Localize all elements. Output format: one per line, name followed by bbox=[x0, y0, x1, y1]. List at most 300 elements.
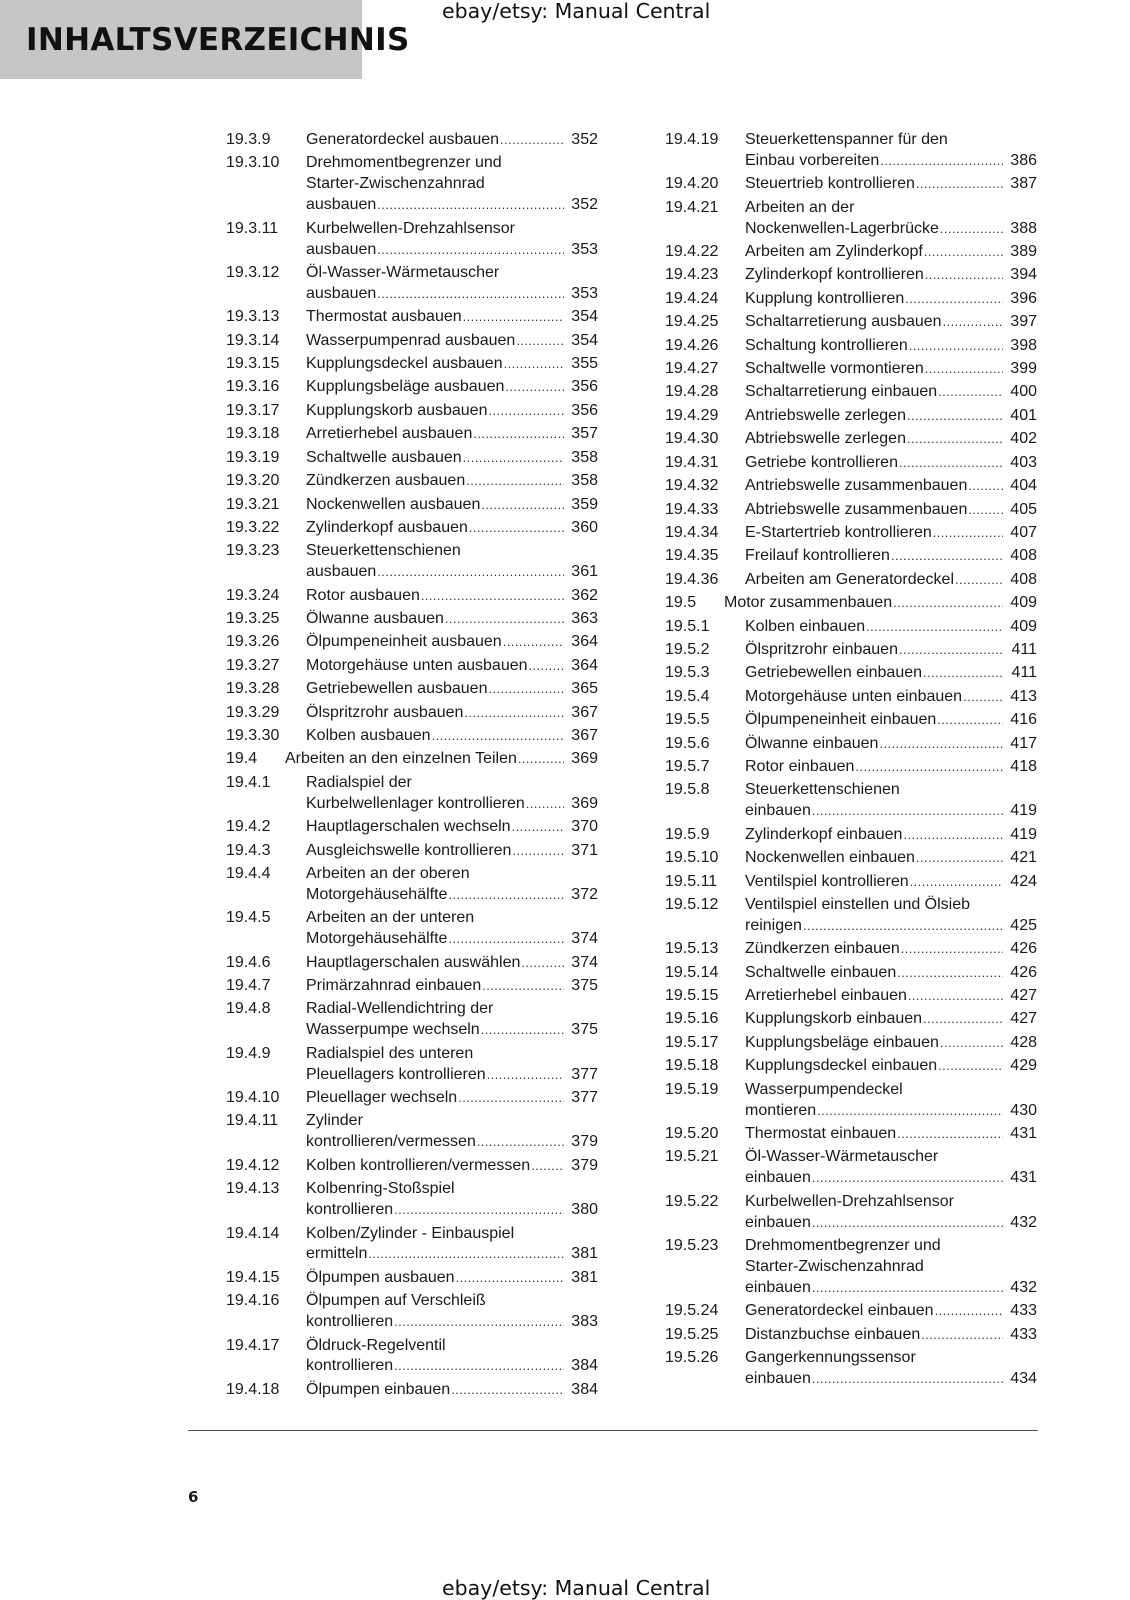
dot-leader bbox=[933, 523, 1003, 544]
title-last-line bbox=[306, 586, 598, 607]
page-ref[interactable]: 369 bbox=[571, 750, 598, 768]
toc-entry[interactable] bbox=[665, 986, 1037, 1009]
page-ref[interactable]: 361 bbox=[571, 563, 598, 581]
page-ref[interactable]: 381 bbox=[571, 1268, 598, 1286]
section-number: 19.5.4 bbox=[665, 687, 710, 705]
dot-leader bbox=[891, 546, 1003, 567]
section-number: 19.5.24 bbox=[665, 1302, 719, 1320]
page-ref[interactable]: 367 bbox=[571, 703, 598, 721]
toc-entry[interactable] bbox=[226, 632, 598, 655]
page-ref[interactable]: 354 bbox=[571, 331, 598, 349]
title-line: Kupplungsbeläge einbauen bbox=[745, 1033, 939, 1051]
toc-entry[interactable] bbox=[226, 1088, 598, 1111]
page-ref[interactable]: 432 bbox=[1010, 1278, 1037, 1296]
dot-leader bbox=[458, 1088, 564, 1109]
title-last-line bbox=[745, 1056, 1037, 1077]
toc-entry[interactable] bbox=[665, 1009, 1037, 1032]
title-line: Kupplungsdeckel ausbauen bbox=[306, 355, 503, 373]
toc-entry[interactable] bbox=[226, 703, 598, 726]
toc-entry[interactable] bbox=[665, 453, 1037, 476]
page-ref[interactable]: 404 bbox=[1010, 477, 1037, 495]
title-line: Ölspritzrohr einbauen bbox=[745, 640, 898, 658]
section-number: 19.4.27 bbox=[665, 360, 719, 378]
page-ref[interactable]: 362 bbox=[571, 586, 598, 604]
page-ref[interactable]: 424 bbox=[1010, 872, 1037, 890]
toc-entry[interactable] bbox=[226, 471, 598, 494]
toc-entry[interactable] bbox=[665, 1325, 1037, 1348]
section-number: 19.5.7 bbox=[665, 757, 710, 775]
page-ref[interactable]: 430 bbox=[1010, 1101, 1037, 1119]
page-ref[interactable]: 429 bbox=[1010, 1057, 1037, 1075]
title-line: Motor zusammenbauen bbox=[724, 594, 893, 612]
dot-leader bbox=[897, 963, 1003, 984]
page-ref[interactable]: 394 bbox=[1010, 266, 1037, 284]
section-number: 19.5.6 bbox=[665, 734, 710, 752]
title-line: Rotor einbauen bbox=[745, 757, 855, 775]
title-line: Nockenwellen ausbauen bbox=[306, 495, 481, 513]
page-ref[interactable]: 384 bbox=[571, 1357, 598, 1375]
page-ref[interactable]: 396 bbox=[1010, 289, 1037, 307]
toc-entry[interactable] bbox=[226, 773, 598, 817]
page-ref[interactable]: 353 bbox=[571, 240, 598, 258]
title-last-line bbox=[306, 841, 598, 862]
toc-entry[interactable] bbox=[226, 1156, 598, 1179]
toc-entry[interactable] bbox=[665, 546, 1037, 569]
dot-leader bbox=[377, 195, 564, 216]
page-ref[interactable]: 419 bbox=[1010, 802, 1037, 820]
entry-title bbox=[745, 336, 1037, 357]
title-last-line bbox=[745, 1213, 1037, 1234]
entry-title bbox=[306, 1179, 598, 1221]
toc-entry[interactable] bbox=[226, 586, 598, 609]
page-ref[interactable]: 400 bbox=[1010, 383, 1037, 401]
page-ref[interactable]: 358 bbox=[571, 448, 598, 466]
page-ref[interactable]: 418 bbox=[1010, 757, 1037, 775]
toc-entry[interactable] bbox=[665, 757, 1037, 780]
page-ref[interactable]: 387 bbox=[1010, 175, 1037, 193]
toc-entry[interactable] bbox=[226, 1268, 598, 1291]
entry-title bbox=[306, 219, 598, 261]
title-last-line bbox=[745, 476, 1037, 497]
entry-title bbox=[745, 174, 1037, 195]
toc-entry[interactable] bbox=[226, 656, 598, 679]
dot-leader bbox=[901, 939, 1003, 960]
page-ref[interactable]: 416 bbox=[1010, 711, 1037, 729]
page-ref[interactable]: 367 bbox=[571, 727, 598, 745]
page-ref[interactable]: 377 bbox=[571, 1089, 598, 1107]
toc-entry[interactable] bbox=[226, 817, 598, 840]
title-last-line bbox=[306, 401, 598, 422]
toc-entry[interactable] bbox=[226, 1380, 598, 1403]
toc-entry[interactable] bbox=[665, 130, 1037, 174]
toc-entry[interactable] bbox=[226, 609, 598, 632]
title-line: Kolbenring-Stoßspiel bbox=[306, 1180, 455, 1198]
toc-entry[interactable] bbox=[226, 307, 598, 330]
dot-leader bbox=[938, 1056, 1003, 1077]
title-line: Ölwanne ausbauen bbox=[306, 610, 444, 628]
title-last-line bbox=[306, 1020, 598, 1041]
page-ref[interactable]: 374 bbox=[571, 953, 598, 971]
section-number: 19.4.17 bbox=[226, 1336, 280, 1354]
entry-title bbox=[306, 632, 598, 653]
section-number: 19.5.17 bbox=[665, 1033, 719, 1051]
dot-leader bbox=[481, 1020, 564, 1041]
page-ref[interactable]: 433 bbox=[1010, 1302, 1037, 1320]
toc-entry[interactable] bbox=[226, 999, 598, 1043]
section-number: 19.5.13 bbox=[665, 940, 719, 958]
dot-leader bbox=[817, 1101, 1003, 1122]
section-number: 19.4.30 bbox=[665, 430, 719, 448]
page-ref[interactable]: 364 bbox=[571, 633, 598, 651]
section-number: 19.4.32 bbox=[665, 477, 719, 495]
title-last-line bbox=[306, 518, 598, 539]
dot-leader bbox=[812, 1278, 1003, 1299]
dot-leader bbox=[812, 1168, 1003, 1189]
section-number: 19.3.27 bbox=[226, 656, 280, 674]
entry-title bbox=[745, 963, 1037, 984]
page-ref[interactable]: 432 bbox=[1010, 1213, 1037, 1231]
title-line: Steuerkettenschienen bbox=[745, 781, 900, 799]
toc-entry[interactable] bbox=[665, 312, 1037, 335]
page-ref[interactable]: 409 bbox=[1010, 617, 1037, 635]
toc-entry[interactable] bbox=[665, 687, 1037, 710]
page-ref[interactable]: 417 bbox=[1010, 734, 1037, 752]
dot-leader bbox=[432, 726, 564, 747]
page-ref[interactable]: 353 bbox=[571, 284, 598, 302]
section-number: 19.5.3 bbox=[665, 664, 710, 682]
dot-leader bbox=[377, 240, 564, 261]
section-number: 19.5.8 bbox=[665, 781, 710, 799]
toc-entry[interactable] bbox=[226, 518, 598, 541]
entry-title bbox=[745, 780, 1037, 822]
title-last-line bbox=[745, 1101, 1037, 1122]
title-line: Kupplungskorb ausbauen bbox=[306, 401, 488, 419]
entry-title bbox=[745, 570, 1037, 591]
title-last-line bbox=[745, 825, 1037, 846]
title-last-line bbox=[306, 679, 598, 700]
page-ref[interactable]: 408 bbox=[1010, 570, 1037, 588]
toc-entry[interactable] bbox=[665, 1033, 1037, 1056]
toc-entry[interactable] bbox=[226, 908, 598, 952]
title-line: Motorgehäusehälfte bbox=[306, 885, 448, 903]
toc-entry[interactable] bbox=[226, 401, 598, 424]
section-number: 19.3.29 bbox=[226, 703, 280, 721]
entry-title bbox=[745, 359, 1037, 380]
title-last-line bbox=[745, 757, 1037, 778]
page-ref[interactable]: 356 bbox=[571, 401, 598, 419]
toc-entry[interactable] bbox=[665, 872, 1037, 895]
toc-entry[interactable] bbox=[226, 219, 598, 263]
section-number: 19.5.1 bbox=[665, 617, 710, 635]
page-ref[interactable]: 386 bbox=[1010, 151, 1037, 169]
toc-entry[interactable] bbox=[665, 570, 1037, 593]
page-ref[interactable]: 352 bbox=[571, 196, 598, 214]
toc-entry[interactable] bbox=[226, 841, 598, 864]
entry-title bbox=[306, 586, 598, 607]
toc-entry[interactable] bbox=[665, 500, 1037, 523]
page-ref[interactable]: 405 bbox=[1010, 500, 1037, 518]
section-number: 19.5.5 bbox=[665, 711, 710, 729]
toc-entry[interactable] bbox=[665, 1080, 1037, 1124]
page-ref[interactable]: 428 bbox=[1010, 1033, 1037, 1051]
title-line: einbauen bbox=[745, 1213, 811, 1231]
toc-entry[interactable] bbox=[665, 1301, 1037, 1324]
page-ref[interactable]: 356 bbox=[571, 378, 598, 396]
title-line: Antriebswelle zerlegen bbox=[745, 406, 906, 424]
page-ref[interactable]: 434 bbox=[1010, 1369, 1037, 1387]
entry-title bbox=[745, 640, 1037, 661]
title-line: Kolben/Zylinder - Einbauspiel bbox=[306, 1224, 515, 1242]
toc-entry[interactable] bbox=[665, 939, 1037, 962]
toc-entry[interactable] bbox=[226, 331, 598, 354]
page-ref[interactable]: 409 bbox=[1010, 594, 1037, 612]
page-ref[interactable]: 380 bbox=[571, 1201, 598, 1219]
toc-entry[interactable] bbox=[665, 825, 1037, 848]
page-ref[interactable]: 381 bbox=[571, 1245, 598, 1263]
page-ref[interactable]: 433 bbox=[1010, 1325, 1037, 1343]
entry-title bbox=[745, 687, 1037, 708]
toc-entry[interactable] bbox=[665, 1348, 1037, 1392]
section-number: 19.4.33 bbox=[665, 500, 719, 518]
entry-title bbox=[745, 1009, 1037, 1030]
page-ref[interactable]: 431 bbox=[1010, 1169, 1037, 1187]
toc-entry[interactable] bbox=[226, 976, 598, 999]
page-ref[interactable]: 363 bbox=[571, 610, 598, 628]
section-number: 19.3.17 bbox=[226, 401, 280, 419]
page-ref[interactable]: 352 bbox=[571, 131, 598, 148]
page-ref[interactable]: 369 bbox=[571, 794, 598, 812]
toc-entry[interactable] bbox=[226, 377, 598, 400]
title-last-line bbox=[306, 1065, 598, 1086]
toc-entry[interactable] bbox=[665, 336, 1037, 359]
title-line: Zylinderkopf einbauen bbox=[745, 825, 903, 843]
page-ref[interactable]: 421 bbox=[1010, 849, 1037, 867]
toc-entry[interactable] bbox=[226, 424, 598, 447]
page-ref[interactable]: 374 bbox=[571, 930, 598, 948]
toc-entry[interactable] bbox=[226, 263, 598, 307]
section-number: 19.5.2 bbox=[665, 640, 710, 658]
toc-entry[interactable] bbox=[226, 726, 598, 749]
page-ref[interactable]: 426 bbox=[1010, 940, 1037, 958]
page-ref[interactable]: 358 bbox=[571, 472, 598, 490]
toc-entry[interactable] bbox=[226, 1291, 598, 1335]
toc-entry[interactable] bbox=[665, 1056, 1037, 1079]
section-number: 19.3.14 bbox=[226, 331, 280, 349]
title-line: Zylinderkopf ausbauen bbox=[306, 518, 468, 536]
entry-title bbox=[745, 1080, 1037, 1122]
entry-title bbox=[745, 1236, 1037, 1299]
entry-title bbox=[306, 130, 598, 151]
title-line: ausbauen bbox=[306, 563, 377, 581]
page-ref[interactable]: 411 bbox=[1011, 664, 1037, 682]
title-line: Öldruck-Regelventil bbox=[306, 1336, 446, 1354]
title-last-line bbox=[745, 453, 1037, 474]
toc-entry[interactable] bbox=[665, 359, 1037, 382]
toc-entry[interactable] bbox=[665, 710, 1037, 733]
section-number: 19.3.26 bbox=[226, 633, 280, 651]
title-line: Arbeiten an der unteren bbox=[306, 909, 475, 927]
dot-leader bbox=[903, 825, 1003, 846]
title-last-line bbox=[745, 986, 1037, 1007]
page-ref[interactable]: 375 bbox=[571, 977, 598, 995]
page-ref[interactable]: 355 bbox=[571, 355, 598, 373]
title-last-line bbox=[745, 848, 1037, 869]
page-ref[interactable]: 399 bbox=[1010, 360, 1037, 378]
page-ref[interactable]: 389 bbox=[1010, 243, 1037, 261]
dot-leader bbox=[955, 570, 1003, 591]
title-last-line bbox=[306, 817, 598, 838]
title-last-line bbox=[306, 1156, 598, 1177]
toc-entry[interactable] bbox=[665, 289, 1037, 312]
page-ref[interactable]: 398 bbox=[1010, 336, 1037, 354]
toc-entry[interactable] bbox=[665, 198, 1037, 242]
toc-entry[interactable] bbox=[226, 153, 598, 218]
title-line: Zylinderkopf kontrollieren bbox=[745, 266, 924, 284]
toc-entry[interactable] bbox=[226, 448, 598, 471]
dot-leader bbox=[473, 424, 564, 445]
toc-entry[interactable] bbox=[665, 895, 1037, 939]
dot-leader bbox=[504, 354, 564, 375]
page-ref[interactable]: 360 bbox=[571, 518, 598, 536]
section-number: 19.3.12 bbox=[226, 263, 280, 281]
toc-entry[interactable] bbox=[665, 1192, 1037, 1236]
toc-entry[interactable] bbox=[226, 1224, 598, 1268]
entry-title bbox=[745, 825, 1037, 846]
title-last-line bbox=[745, 1124, 1037, 1145]
page-ref[interactable]: 427 bbox=[1010, 987, 1037, 1005]
page-ref[interactable]: 431 bbox=[1010, 1124, 1037, 1142]
toc-entry[interactable] bbox=[226, 864, 598, 908]
dot-leader bbox=[512, 817, 564, 838]
toc-entry[interactable] bbox=[226, 1044, 598, 1088]
dot-leader bbox=[899, 453, 1003, 474]
title-last-line bbox=[306, 562, 598, 583]
toc-entry[interactable] bbox=[665, 265, 1037, 288]
toc-entry[interactable] bbox=[665, 734, 1037, 757]
page-ref[interactable]: 364 bbox=[571, 656, 598, 674]
entry-title bbox=[306, 153, 598, 216]
title-last-line bbox=[306, 354, 598, 375]
page-ref[interactable]: 357 bbox=[571, 425, 598, 443]
toc-entry[interactable] bbox=[665, 1147, 1037, 1191]
page-ref[interactable]: 411 bbox=[1011, 640, 1037, 658]
entry-title bbox=[745, 617, 1037, 638]
toc-entry[interactable] bbox=[665, 429, 1037, 452]
toc-entry[interactable] bbox=[665, 406, 1037, 429]
page-ref[interactable]: 375 bbox=[571, 1021, 598, 1039]
section-number: 19.5.9 bbox=[665, 825, 710, 843]
page-ref[interactable]: 372 bbox=[571, 885, 598, 903]
toc-column-left bbox=[226, 130, 598, 1403]
section-number: 19.4.2 bbox=[226, 818, 271, 836]
dot-leader bbox=[937, 710, 1003, 731]
toc-entry[interactable] bbox=[226, 130, 598, 153]
section-number: 19.4.7 bbox=[226, 977, 271, 995]
toc-entry[interactable] bbox=[665, 663, 1037, 686]
title-line: Kolben kontrollieren/vermessen bbox=[306, 1156, 531, 1174]
page-ref[interactable]: 397 bbox=[1010, 313, 1037, 331]
entry-title bbox=[306, 1291, 598, 1333]
title-line: ausbauen bbox=[306, 284, 377, 302]
toc-entry[interactable] bbox=[665, 174, 1037, 197]
toc-entry[interactable] bbox=[665, 523, 1037, 546]
toc-entry[interactable] bbox=[226, 1336, 598, 1380]
toc-entry[interactable] bbox=[665, 780, 1037, 824]
toc-entry[interactable] bbox=[226, 495, 598, 518]
page-ref[interactable]: 354 bbox=[571, 308, 598, 326]
toc-entry[interactable] bbox=[226, 749, 598, 772]
title-line: Schaltung kontrollieren bbox=[745, 336, 908, 354]
toc-entry[interactable] bbox=[665, 617, 1037, 640]
toc-entry[interactable] bbox=[226, 541, 598, 585]
toc-entry[interactable] bbox=[665, 640, 1037, 663]
title-last-line bbox=[745, 734, 1037, 755]
page-ref[interactable]: 371 bbox=[571, 841, 598, 859]
page-ref[interactable]: 403 bbox=[1010, 453, 1037, 471]
toc-entry[interactable] bbox=[665, 382, 1037, 405]
title-last-line bbox=[306, 1132, 598, 1153]
entry-title bbox=[745, 476, 1037, 497]
page-ref[interactable]: 408 bbox=[1010, 547, 1037, 565]
toc-entry[interactable] bbox=[226, 354, 598, 377]
toc-entry[interactable] bbox=[226, 1179, 598, 1223]
toc-entry[interactable] bbox=[665, 593, 1037, 616]
title-line: Arretierhebel ausbauen bbox=[306, 425, 473, 443]
title-line: Ventilspiel einstellen und Ölsieb bbox=[745, 895, 971, 913]
toc-entry[interactable] bbox=[665, 1124, 1037, 1147]
title-line: Steuerkettenschienen bbox=[306, 542, 461, 560]
entry-title bbox=[724, 593, 1037, 614]
title-line: Schaltarretierung ausbauen bbox=[745, 313, 942, 331]
page-ref[interactable]: 407 bbox=[1010, 523, 1037, 541]
toc-entry[interactable] bbox=[665, 242, 1037, 265]
dot-leader bbox=[487, 1065, 564, 1086]
title-last-line bbox=[745, 1009, 1037, 1030]
entry-title bbox=[306, 726, 598, 747]
toc-entry[interactable] bbox=[226, 679, 598, 702]
page-ref[interactable]: 401 bbox=[1010, 406, 1037, 424]
toc-entry[interactable] bbox=[665, 476, 1037, 499]
section-number: 19.5.10 bbox=[665, 849, 719, 867]
page-ref[interactable]: 402 bbox=[1010, 430, 1037, 448]
page-ref[interactable]: 427 bbox=[1010, 1010, 1037, 1028]
page-ref[interactable]: 370 bbox=[571, 818, 598, 836]
page-ref[interactable]: 359 bbox=[571, 495, 598, 513]
page-ref[interactable]: 365 bbox=[571, 680, 598, 698]
toc-entry[interactable] bbox=[665, 848, 1037, 871]
page-ref[interactable]: 377 bbox=[571, 1065, 598, 1083]
dot-leader bbox=[855, 757, 1003, 778]
page-ref[interactable]: 425 bbox=[1010, 916, 1037, 934]
section-number: 19.4.35 bbox=[665, 547, 719, 565]
page-ref[interactable]: 379 bbox=[571, 1156, 598, 1174]
toc-entry[interactable] bbox=[665, 963, 1037, 986]
toc-entry[interactable] bbox=[665, 1236, 1037, 1301]
toc-entry[interactable] bbox=[226, 1111, 598, 1155]
page-ref[interactable]: 388 bbox=[1010, 219, 1037, 237]
page-ref[interactable]: 379 bbox=[571, 1133, 598, 1151]
toc-entry[interactable] bbox=[226, 953, 598, 976]
page-ref[interactable]: 413 bbox=[1010, 687, 1037, 705]
page-ref[interactable]: 383 bbox=[571, 1313, 598, 1331]
section-number: 19.5.12 bbox=[665, 895, 719, 913]
title-line: Öl-Wasser-Wärmetauscher bbox=[306, 263, 500, 281]
page-ref[interactable]: 419 bbox=[1010, 825, 1037, 843]
title-line: Radialspiel des unteren bbox=[306, 1044, 474, 1062]
page-ref[interactable]: 384 bbox=[571, 1380, 598, 1398]
page-ref[interactable]: 426 bbox=[1010, 963, 1037, 981]
dot-leader bbox=[394, 1356, 564, 1377]
